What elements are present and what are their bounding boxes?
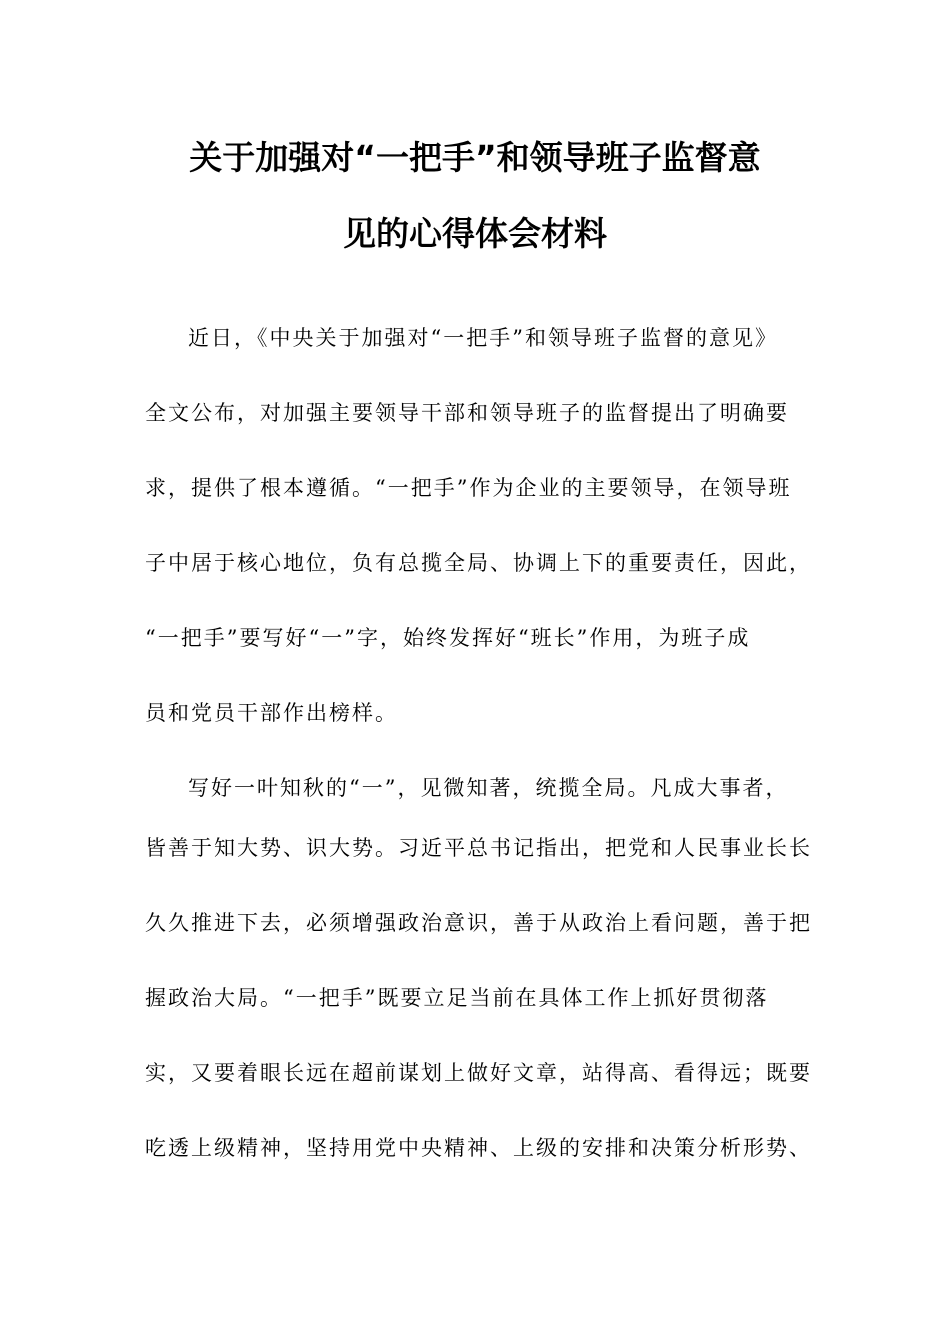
paragraph-1-line-2: 全文公布，对加强主要领导干部和领导班子的监督提出了明确要 [145,401,789,425]
document-title-line-1: 关于加强对“一把手”和领导班子监督意 [189,138,761,177]
paragraph-2-line-1: 写好一叶知秋的“一”，见微知著，统揽全局。凡成大事者， [188,776,789,800]
paragraph-2-line-4: 握政治大局。“一把手”既要立足当前在具体工作上抓好贯彻落 [145,986,769,1010]
paragraph-1-line-5: “一把手”要写好“一”字，始终发挥好“班长”作用，为班子成 [145,626,751,650]
paragraph-2-line-3: 久久推进下去，必须增强政治意识，善于从政治上看问题，善于把 [145,911,812,935]
paragraph-1-line-3: 求，提供了根本遵循。“一把手”作为企业的主要领导，在领导班 [145,476,792,500]
paragraph-1-line-4: 子中居于核心地位，负有总揽全局、协调上下的重要责任，因此， [145,551,812,575]
document-title-line-2: 见的心得体会材料 [343,214,607,253]
paragraph-2-line-2: 皆善于知大势、识大势。习近平总书记指出，把党和人民事业长长 [145,836,812,860]
paragraph-2-line-5: 实，又要着眼长远在超前谋划上做好文章，站得高、看得远；既要 [145,1061,812,1085]
paragraph-1-line-6: 员和党员干部作出榜样。 [145,701,398,725]
paragraph-1-line-1: 近日，《中央关于加强对“一把手”和领导班子监督的意见》 [188,326,778,350]
paragraph-2-line-6: 吃透上级精神，坚持用党中央精神、上级的安排和决策分析形势、 [145,1136,812,1160]
